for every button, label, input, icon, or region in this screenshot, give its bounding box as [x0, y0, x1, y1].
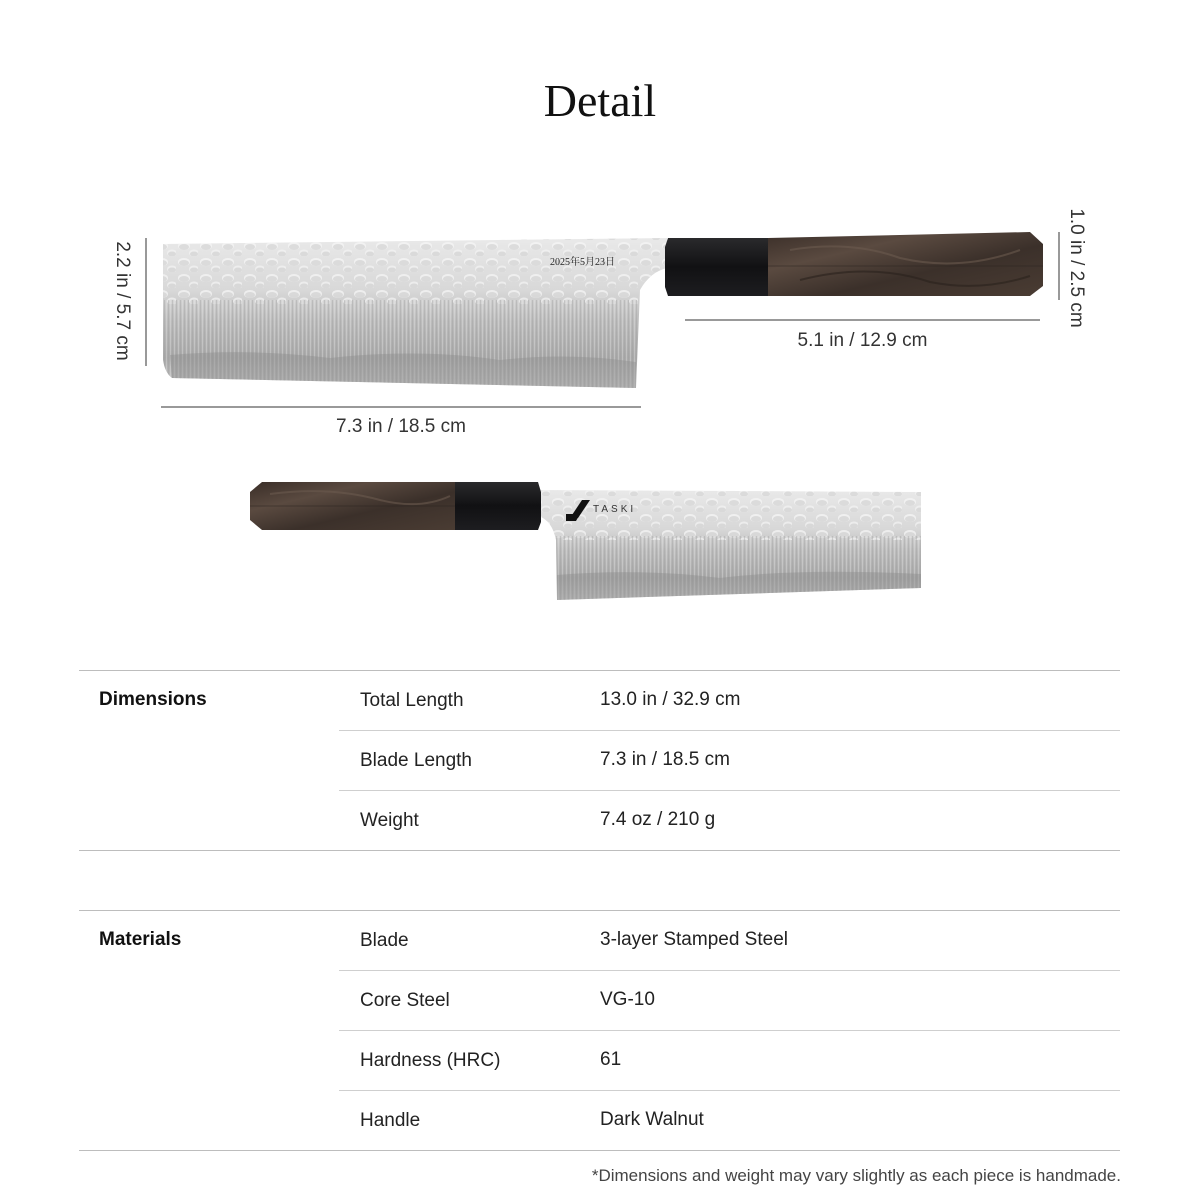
- handle-length-label: 5.1 in / 12.9 cm: [797, 330, 928, 351]
- page-title: Detail: [543, 75, 657, 126]
- spec-value: 7.3 in / 18.5 cm: [600, 749, 730, 770]
- spec-dimensions: [79, 670, 1120, 851]
- spec-value: 7.4 oz / 210 g: [600, 809, 716, 830]
- spec-key: Total Length: [360, 690, 464, 711]
- bottom-knife: [250, 482, 921, 600]
- brand-name: TASKI: [593, 504, 637, 515]
- table-row: [339, 911, 1120, 971]
- blade-engraving: 2025年5月23日: [550, 257, 615, 268]
- blade-length-label: 7.3 in / 18.5 cm: [336, 416, 466, 437]
- footnote: *Dimensions and weight may vary slightly as each piece is handmade.: [591, 1166, 1121, 1185]
- blade-height-label: 2.2 in / 5.7 cm: [112, 241, 133, 361]
- dimensions-heading: Dimensions: [99, 689, 207, 710]
- table-row: [339, 791, 1120, 850]
- spec-key: Hardness (HRC): [360, 1050, 501, 1071]
- bottom-knife-ferrule: [455, 482, 541, 530]
- spec-value: 13.0 in / 32.9 cm: [600, 689, 741, 710]
- top-knife-ferrule: [665, 238, 768, 296]
- spec-value: 61: [600, 1049, 622, 1070]
- spec-value: 3-layer Stamped Steel: [600, 929, 788, 950]
- table-row: [339, 1091, 1120, 1150]
- spec-key: Weight: [360, 810, 419, 831]
- spec-key: Blade Length: [360, 750, 472, 771]
- table-row: [339, 1031, 1120, 1091]
- table-row: [339, 671, 1120, 731]
- spec-value: Dark Walnut: [600, 1109, 704, 1130]
- handle-height-label: 1.0 in / 2.5 cm: [1066, 208, 1087, 328]
- spec-key: Blade: [360, 930, 409, 951]
- spec-key: Core Steel: [360, 990, 450, 1011]
- table-row: [339, 731, 1120, 791]
- spec-materials: [79, 910, 1120, 1151]
- spec-key: Handle: [360, 1110, 421, 1131]
- spec-value: VG-10: [600, 989, 655, 1010]
- materials-heading: Materials: [99, 929, 182, 950]
- table-row: [339, 971, 1120, 1031]
- top-knife-handle: [768, 232, 1043, 296]
